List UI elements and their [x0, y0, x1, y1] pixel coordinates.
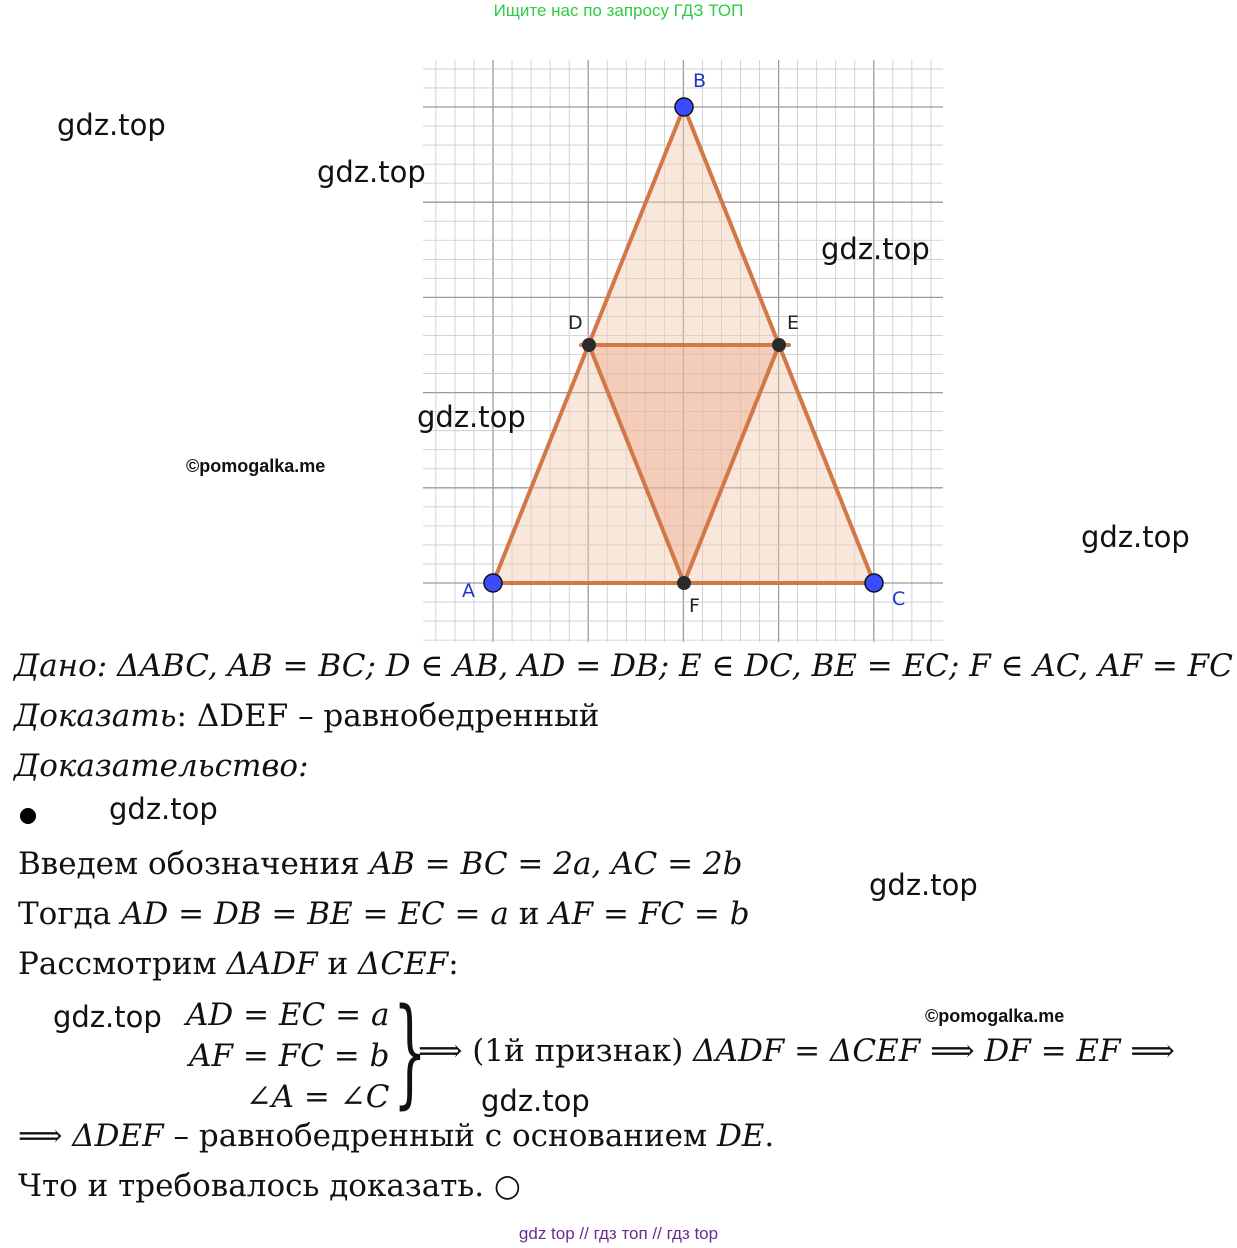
- vertex-e: [772, 338, 786, 352]
- then-line: Тогда AD = DB = BE = EC = a и AF = FC = b: [18, 896, 750, 932]
- top-banner: Ищите нас по запросу ГДЗ ТОП: [493, 1, 744, 20]
- copyright-mark: ©pomogalka.me: [925, 1006, 1065, 1026]
- bullet-icon: [20, 808, 36, 824]
- vertex-b: [675, 98, 693, 116]
- watermark: gdz.top: [869, 868, 978, 902]
- watermark: gdz.top: [53, 1000, 162, 1034]
- prove-line: Доказать: ΔDEF – равнобедренный: [14, 698, 600, 734]
- watermark: gdz.top: [821, 232, 930, 266]
- watermark: gdz.top: [1081, 520, 1190, 554]
- qed-line: Что и требовалось доказать. ○: [18, 1168, 521, 1204]
- label-c: C: [892, 588, 906, 610]
- watermark: gdz.top: [109, 792, 218, 826]
- notation-line: Введем обозначения AB = BC = 2a, AC = 2b: [18, 846, 743, 882]
- vertex-f: [677, 576, 691, 590]
- label-a: A: [462, 580, 475, 602]
- copyright-mark: ©pomogalka.me: [186, 456, 326, 476]
- given-line: Дано: ΔABC, AB = BC; D ∈ AB, AD = DB; E ∈ DC, BE = EC; F ∈ AC, AF = FC: [14, 648, 1233, 684]
- label-d: D: [568, 312, 583, 334]
- conclusion-line: ⟹ (1й признак) ΔADF = ΔCEF ⟹ DF = EF ⟹: [418, 1033, 1175, 1069]
- watermark: gdz.top: [317, 155, 426, 189]
- vertex-d: [582, 338, 596, 352]
- triangle-figure: [423, 60, 943, 642]
- label-e: E: [787, 312, 800, 334]
- watermark: gdz.top: [481, 1084, 590, 1118]
- proof-label: Доказательство:: [14, 748, 309, 784]
- vertex-a: [484, 574, 502, 592]
- watermark: gdz.top: [417, 400, 526, 434]
- label-b: B: [693, 70, 707, 92]
- curly-brace-icon: }: [393, 982, 427, 1120]
- consider-line: Рассмотрим ΔADF и ΔCEF:: [18, 946, 459, 982]
- label-f: F: [689, 595, 700, 617]
- watermark: gdz.top: [57, 108, 166, 142]
- equation-system: AD = EC = a AF = FC = b ∠A = ∠C: [186, 997, 390, 1115]
- footer-links: gdz top // гдз топ // гдз top: [518, 1224, 719, 1243]
- result-line: ⟹ ΔDEF – равнобедренный с основанием DE.: [18, 1118, 775, 1154]
- vertex-c: [865, 574, 883, 592]
